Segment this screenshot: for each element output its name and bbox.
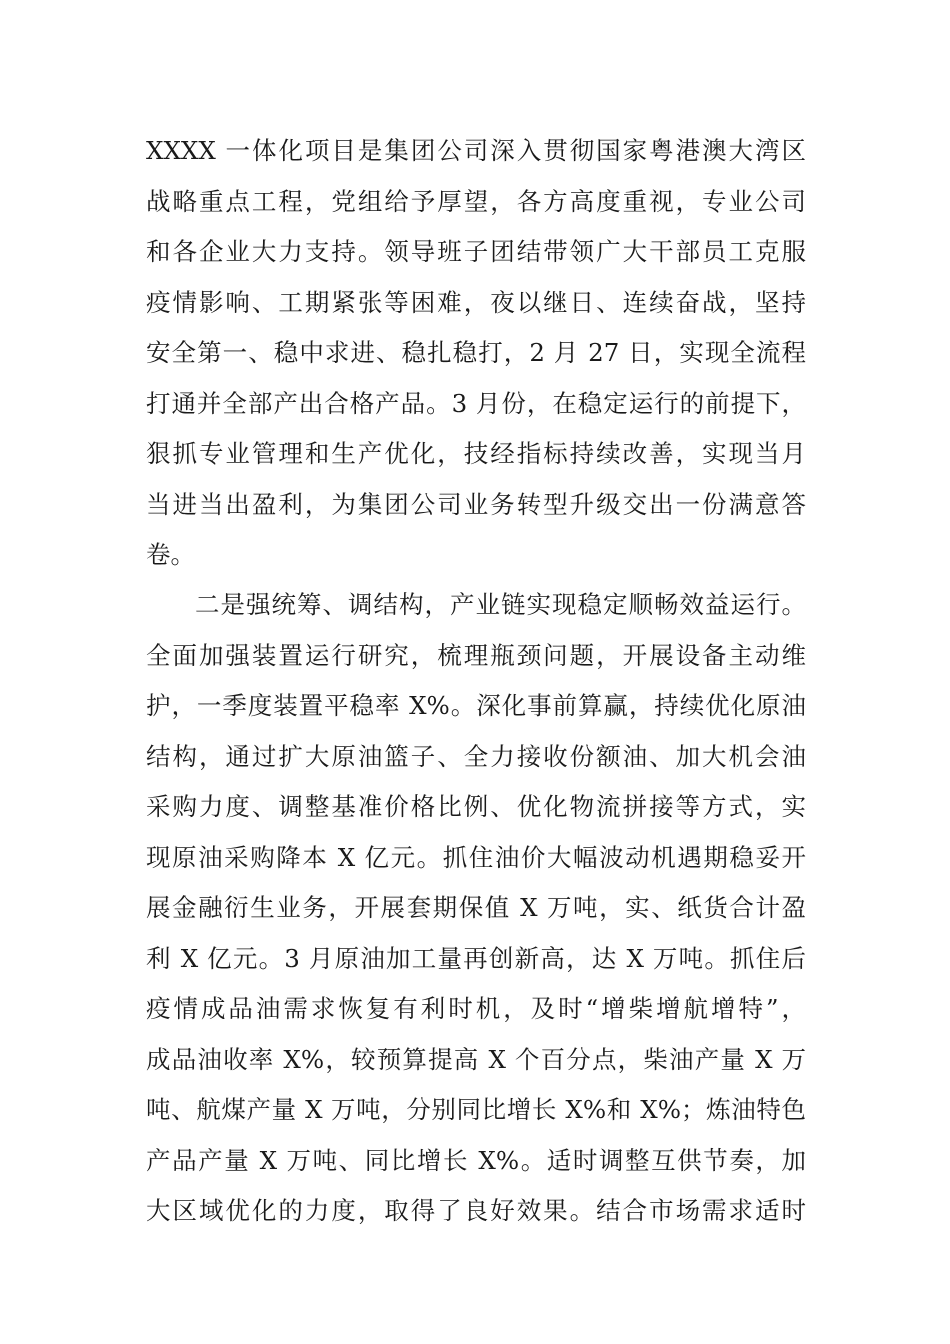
paragraph-line: 吨、航煤产量 X 万吨，分别同比增长 X%和 X%；炼油特色 bbox=[146, 1095, 806, 1124]
paragraph-line: 利 X 亿元。3 月原油加工量再创新高，达 X 万吨。抓住后 bbox=[146, 943, 806, 973]
paragraph-line: 成品油收率 X%，较预算提高 X 个百分点，柴油产量 X 万 bbox=[146, 1044, 806, 1074]
paragraph-line: 产品产量 X 万吨、同比增长 X%。适时调整互供节奏，加 bbox=[146, 1145, 806, 1175]
paragraph-2 bbox=[146, 580, 806, 1237]
paragraph-line: 打通并全部产出合格产品。3 月份，在稳定运行的前提下， bbox=[146, 388, 806, 418]
paragraph-line: 安全第一、稳中求进、稳扎稳打，2 月 27 日，实现全流程 bbox=[146, 338, 806, 367]
paragraph-line: 狠抓专业管理和生产优化，技经指标持续改善，实现当月 bbox=[146, 439, 806, 468]
paragraph-line: 卷。 bbox=[146, 540, 195, 569]
paragraph-line: 疫情成品油需求恢复有利时机，及时“增柴增航增特”， bbox=[146, 994, 806, 1023]
paragraph-line: 结构，通过扩大原油篮子、全力接收份额油、加大机会油 bbox=[146, 741, 806, 771]
paragraph-line: 大区域优化的力度，取得了良好效果。结合市场需求适时 bbox=[146, 1196, 806, 1225]
paragraph-line: 战略重点工程，党组给予厚望，各方高度重视，专业公司 bbox=[146, 186, 806, 216]
paragraph-line: 护，一季度装置平稳率 X%。深化事前算赢，持续优化原油 bbox=[146, 691, 806, 720]
paragraph-line: XXXX 一体化项目是集团公司深入贯彻国家粤港澳大湾区 bbox=[146, 136, 806, 165]
paragraph-line: 二是强统筹、调结构，产业链实现稳定顺畅效益运行。 bbox=[195, 590, 806, 619]
paragraph-1 bbox=[146, 126, 806, 581]
paragraph-line: 和各企业大力支持。领导班子团结带领广大干部员工克服 bbox=[146, 237, 806, 266]
paragraph-line: 当进当出盈利，为集团公司业务转型升级交出一份满意答 bbox=[146, 489, 806, 519]
paragraph-line: 展金融衍生业务，开展套期保值 X 万吨，实、纸货合计盈 bbox=[146, 893, 806, 922]
paragraph-line: 现原油采购降本 X 亿元。抓住油价大幅波动机遇期稳妥开 bbox=[146, 842, 806, 872]
paragraph-line: 采购力度、调整基准价格比例、优化物流拼接等方式，实 bbox=[146, 792, 806, 821]
paragraph-line: 全面加强装置运行研究，梳理瓶颈问题，开展设备主动维 bbox=[146, 640, 806, 670]
paragraph-line: 疫情影响、工期紧张等困难，夜以继日、连续奋战，坚持 bbox=[146, 287, 806, 317]
